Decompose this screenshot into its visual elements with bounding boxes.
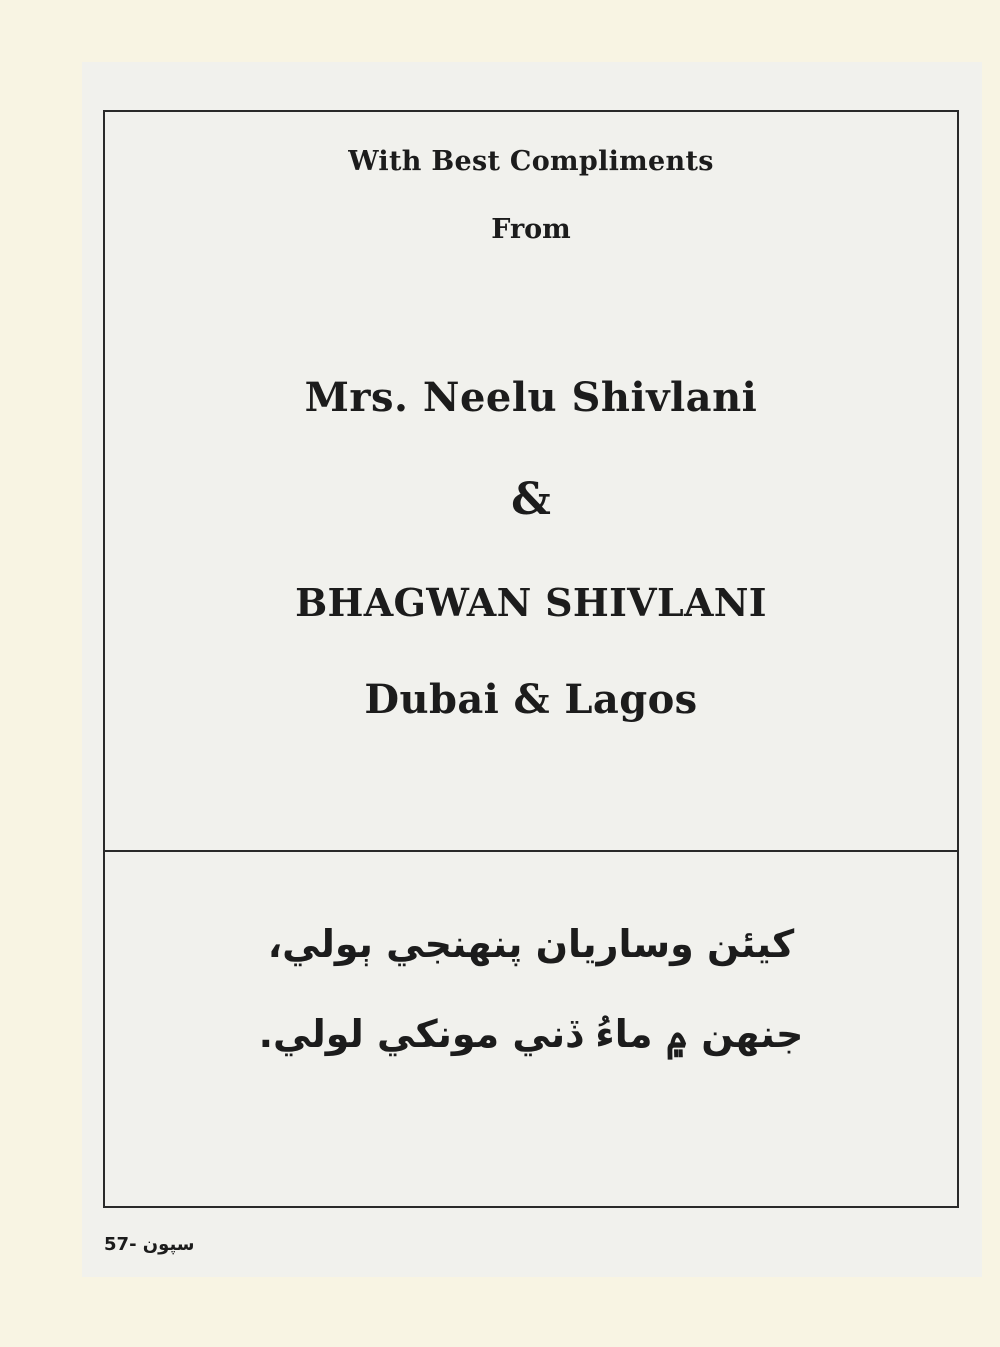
from-text: From [491,214,571,245]
sponsor-name-1: Mrs. Neelu Shivlani [304,374,758,421]
page-number: سپون -57 [104,1234,195,1255]
sindhi-verse-line-1: كيئن وساريان پنهنجي ٻولي، [267,922,795,966]
sponsor-name-2: BHAGWAN SHIVLANI [295,580,767,625]
greeting-text: With Best Compliments [348,146,714,177]
location-text: Dubai & Lagos [364,676,698,723]
sindhi-verse-line-2: جنهن ۾ ماءُ ڏني مونکي لولي. [258,1012,804,1056]
section-divider [103,850,959,852]
ampersand-text: & [511,474,551,525]
